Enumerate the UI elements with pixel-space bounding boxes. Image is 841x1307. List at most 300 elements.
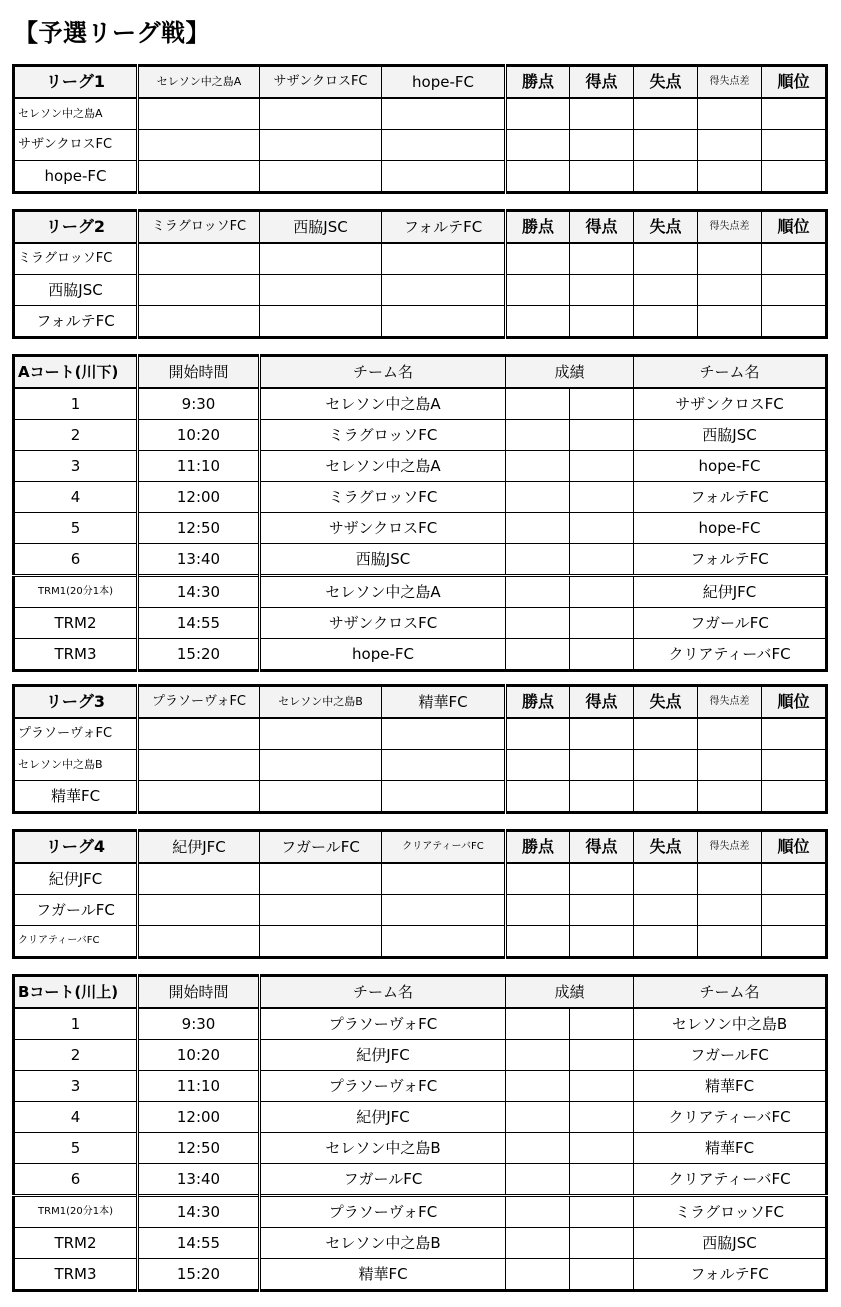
home-team: 西脇JSC: [260, 544, 506, 576]
league2-col-team: 西脇JSC: [260, 211, 382, 244]
league1-row: [14, 130, 827, 161]
cell: [698, 781, 762, 813]
match-number: TRM3: [14, 639, 138, 671]
league2-row-team: ミラグロッソFC: [14, 243, 138, 275]
away-team: サザンクロスFC: [634, 388, 827, 420]
home-team: 紀伊JFC: [260, 1040, 506, 1071]
away-score: [570, 1196, 634, 1228]
cell: [762, 161, 827, 193]
away-team: クリアティーバFC: [634, 639, 827, 671]
home-score: [506, 1071, 570, 1102]
match-number: 2: [14, 1040, 138, 1071]
cell: [260, 718, 382, 750]
away-team: フォルテFC: [634, 482, 827, 513]
match-time: 14:30: [138, 576, 260, 608]
match-time: 11:10: [138, 1071, 260, 1102]
cell: [570, 306, 634, 338]
match-row: [14, 608, 827, 639]
cell: [382, 243, 506, 275]
cell: [138, 718, 260, 750]
cell: [506, 161, 570, 193]
cell: [634, 161, 698, 193]
home-team: ミラグロッソFC: [260, 482, 506, 513]
cell: [382, 306, 506, 338]
home-score: [506, 608, 570, 639]
cell: [260, 275, 382, 306]
goal-diff-header: 得失点差: [698, 686, 762, 719]
cell: [698, 306, 762, 338]
cell: [570, 863, 634, 895]
court-b-table: [12, 974, 828, 1292]
away-team: フガールFC: [634, 1040, 827, 1071]
league4-col-team: 紀伊JFC: [138, 831, 260, 864]
cell: [382, 98, 506, 130]
goals-for-header: 得点: [570, 66, 634, 99]
away-score: [570, 513, 634, 544]
home-team: フガールFC: [260, 1164, 506, 1196]
away-score: [570, 420, 634, 451]
goals-for-header: 得点: [570, 211, 634, 244]
match-time: 15:20: [138, 1259, 260, 1291]
match-number: 5: [14, 1133, 138, 1164]
result-header: 成績: [506, 356, 634, 389]
home-score: [506, 1102, 570, 1133]
points-header: 勝点: [506, 211, 570, 244]
away-score: [570, 388, 634, 420]
cell: [260, 98, 382, 130]
away-score: [570, 1008, 634, 1040]
match-row: [14, 1259, 827, 1291]
cell: [698, 863, 762, 895]
match-time: 10:20: [138, 420, 260, 451]
away-score: [570, 639, 634, 671]
league3-row: [14, 718, 827, 750]
cell: [506, 718, 570, 750]
match-number: 5: [14, 513, 138, 544]
match-row: [14, 420, 827, 451]
cell: [634, 98, 698, 130]
cell: [570, 161, 634, 193]
away-team: hope-FC: [634, 451, 827, 482]
cell: [260, 243, 382, 275]
league1-col-team: セレソン中之島A: [138, 66, 260, 99]
start-time-header: 開始時間: [138, 976, 260, 1009]
match-number: 6: [14, 1164, 138, 1196]
cell: [762, 718, 827, 750]
match-number: 2: [14, 420, 138, 451]
away-score: [570, 451, 634, 482]
match-number: TRM1(20分1本): [14, 576, 138, 608]
cell: [138, 863, 260, 895]
match-row: [14, 576, 827, 608]
cell: [506, 750, 570, 781]
home-team: セレソン中之島A: [260, 388, 506, 420]
match-row: [14, 1228, 827, 1259]
cell: [382, 275, 506, 306]
league1-row-team: セレソン中之島A: [14, 98, 138, 130]
cell: [260, 750, 382, 781]
away-team: hope-FC: [634, 513, 827, 544]
match-time: 13:40: [138, 544, 260, 576]
league4-row: [14, 863, 827, 895]
goals-against-header: 失点: [634, 66, 698, 99]
match-number: 4: [14, 482, 138, 513]
league4-row: [14, 895, 827, 926]
league2-row-team: フォルテFC: [14, 306, 138, 338]
goal-diff-header: 得失点差: [698, 831, 762, 864]
match-time: 9:30: [138, 388, 260, 420]
match-time: 12:50: [138, 513, 260, 544]
cell: [382, 863, 506, 895]
league1-label: リーグ1: [14, 66, 138, 99]
cell: [570, 781, 634, 813]
cell: [762, 926, 827, 958]
away-team: フォルテFC: [634, 544, 827, 576]
match-row: [14, 513, 827, 544]
match-time: 14:55: [138, 1228, 260, 1259]
league3-row-team: 精華FC: [14, 781, 138, 813]
court-b-header-row: [14, 976, 827, 1009]
league2-col-team: ミラグロッソFC: [138, 211, 260, 244]
away-score: [570, 482, 634, 513]
cell: [138, 781, 260, 813]
cell: [138, 243, 260, 275]
match-row: [14, 482, 827, 513]
match-row: [14, 544, 827, 576]
league3-row-team: セレソン中之島B: [14, 750, 138, 781]
away-score: [570, 1102, 634, 1133]
rank-header: 順位: [762, 686, 827, 719]
cell: [634, 275, 698, 306]
cell: [570, 275, 634, 306]
home-team: hope-FC: [260, 639, 506, 671]
court-a-header-row: [14, 356, 827, 389]
cell: [260, 895, 382, 926]
team-name-header: チーム名: [634, 976, 827, 1009]
cell: [138, 130, 260, 161]
cell: [382, 161, 506, 193]
league1-row: [14, 161, 827, 193]
away-score: [570, 544, 634, 576]
match-time: 14:55: [138, 608, 260, 639]
cell: [634, 243, 698, 275]
home-team: ミラグロッソFC: [260, 420, 506, 451]
match-time: 11:10: [138, 451, 260, 482]
away-team: セレソン中之島B: [634, 1008, 827, 1040]
home-score: [506, 1259, 570, 1291]
cell: [762, 98, 827, 130]
cell: [634, 750, 698, 781]
cell: [762, 275, 827, 306]
match-row: [14, 1164, 827, 1196]
cell: [260, 926, 382, 958]
home-score: [506, 451, 570, 482]
points-header: 勝点: [506, 831, 570, 864]
home-team: プラソーヴォFC: [260, 1071, 506, 1102]
league2-header-row: [14, 211, 827, 244]
cell: [382, 895, 506, 926]
goals-against-header: 失点: [634, 211, 698, 244]
league1-table: [12, 64, 828, 194]
match-number: TRM1(20分1本): [14, 1196, 138, 1228]
cell: [382, 926, 506, 958]
league1-row-team: hope-FC: [14, 161, 138, 193]
league3-col-team: プラソーヴォFC: [138, 686, 260, 719]
goal-diff-header: 得失点差: [698, 211, 762, 244]
league3-table: [12, 684, 828, 814]
cell: [698, 718, 762, 750]
match-time: 13:40: [138, 1164, 260, 1196]
cell: [698, 895, 762, 926]
league1-col-team: サザンクロスFC: [260, 66, 382, 99]
league4-row-team: フガールFC: [14, 895, 138, 926]
cell: [382, 718, 506, 750]
home-team: セレソン中之島A: [260, 576, 506, 608]
home-score: [506, 482, 570, 513]
rank-header: 順位: [762, 211, 827, 244]
cell: [570, 98, 634, 130]
cell: [698, 926, 762, 958]
home-score: [506, 1228, 570, 1259]
cell: [570, 895, 634, 926]
home-team: プラソーヴォFC: [260, 1008, 506, 1040]
league3-row: [14, 781, 827, 813]
home-score: [506, 1164, 570, 1196]
cell: [138, 161, 260, 193]
home-score: [506, 544, 570, 576]
cell: [260, 306, 382, 338]
match-row: [14, 451, 827, 482]
result-header: 成績: [506, 976, 634, 1009]
match-row: [14, 1196, 827, 1228]
away-team: 精華FC: [634, 1133, 827, 1164]
cell: [634, 306, 698, 338]
league3-label: リーグ3: [14, 686, 138, 719]
cell: [634, 895, 698, 926]
league2-row: [14, 306, 827, 338]
points-header: 勝点: [506, 686, 570, 719]
cell: [382, 750, 506, 781]
away-team: 精華FC: [634, 1071, 827, 1102]
cell: [260, 130, 382, 161]
cell: [506, 926, 570, 958]
league4-header-row: [14, 831, 827, 864]
home-score: [506, 1008, 570, 1040]
cell: [762, 306, 827, 338]
cell: [762, 130, 827, 161]
league1-row: [14, 98, 827, 130]
away-team: 西脇JSC: [634, 1228, 827, 1259]
match-row: [14, 388, 827, 420]
match-row: [14, 1008, 827, 1040]
cell: [762, 243, 827, 275]
away-team: 西脇JSC: [634, 420, 827, 451]
cell: [762, 863, 827, 895]
league1-col-team: hope-FC: [382, 66, 506, 99]
cell: [138, 895, 260, 926]
cell: [698, 243, 762, 275]
cell: [698, 130, 762, 161]
goals-against-header: 失点: [634, 831, 698, 864]
league4-label: リーグ4: [14, 831, 138, 864]
match-number: TRM3: [14, 1259, 138, 1291]
away-team: クリアティーバFC: [634, 1102, 827, 1133]
cell: [382, 130, 506, 161]
cell: [634, 781, 698, 813]
home-score: [506, 1040, 570, 1071]
court-b-label: Bコート(川上): [14, 976, 138, 1009]
home-team: 紀伊JFC: [260, 1102, 506, 1133]
points-header: 勝点: [506, 66, 570, 99]
court-a-table: [12, 354, 828, 672]
away-team: クリアティーバFC: [634, 1164, 827, 1196]
cell: [506, 863, 570, 895]
league3-col-team: セレソン中之島B: [260, 686, 382, 719]
cell: [138, 98, 260, 130]
cell: [506, 781, 570, 813]
away-team: 紀伊JFC: [634, 576, 827, 608]
home-team: セレソン中之島B: [260, 1228, 506, 1259]
cell: [506, 306, 570, 338]
cell: [570, 926, 634, 958]
cell: [762, 895, 827, 926]
home-team: 精華FC: [260, 1259, 506, 1291]
league3-header-row: [14, 686, 827, 719]
start-time-header: 開始時間: [138, 356, 260, 389]
league2-label: リーグ2: [14, 211, 138, 244]
match-time: 12:50: [138, 1133, 260, 1164]
goals-for-header: 得点: [570, 686, 634, 719]
home-score: [506, 388, 570, 420]
cell: [260, 161, 382, 193]
league4-row: [14, 926, 827, 958]
cell: [698, 750, 762, 781]
league2-row-team: 西脇JSC: [14, 275, 138, 306]
cell: [570, 130, 634, 161]
league4-row-team: クリアティーバFC: [14, 926, 138, 958]
league4-row-team: 紀伊JFC: [14, 863, 138, 895]
cell: [570, 750, 634, 781]
match-number: TRM2: [14, 608, 138, 639]
match-time: 15:20: [138, 639, 260, 671]
cell: [762, 781, 827, 813]
court-a-label: Aコート(川下): [14, 356, 138, 389]
page-title: 【予選リーグ戦】: [14, 19, 210, 47]
goals-against-header: 失点: [634, 686, 698, 719]
home-team: プラソーヴォFC: [260, 1196, 506, 1228]
cell: [634, 130, 698, 161]
match-row: [14, 1133, 827, 1164]
away-score: [570, 608, 634, 639]
cell: [698, 275, 762, 306]
league3-row-team: プラソーヴォFC: [14, 718, 138, 750]
away-score: [570, 1040, 634, 1071]
home-score: [506, 576, 570, 608]
team-name-header: チーム名: [260, 356, 506, 389]
league2-row: [14, 275, 827, 306]
match-row: [14, 1071, 827, 1102]
match-number: 3: [14, 451, 138, 482]
away-score: [570, 1164, 634, 1196]
league4-col-team: クリアティーバFC: [382, 831, 506, 864]
away-score: [570, 576, 634, 608]
match-row: [14, 1102, 827, 1133]
cell: [506, 275, 570, 306]
match-number: 3: [14, 1071, 138, 1102]
league3-col-team: 精華FC: [382, 686, 506, 719]
league4-col-team: フガールFC: [260, 831, 382, 864]
league2-col-team: フォルテFC: [382, 211, 506, 244]
match-number: 1: [14, 388, 138, 420]
cell: [138, 275, 260, 306]
league2-table: [12, 209, 828, 339]
match-number: 6: [14, 544, 138, 576]
away-team: フガールFC: [634, 608, 827, 639]
cell: [506, 895, 570, 926]
away-team: フォルテFC: [634, 1259, 827, 1291]
cell: [570, 243, 634, 275]
cell: [698, 98, 762, 130]
cell: [506, 98, 570, 130]
match-time: 10:20: [138, 1040, 260, 1071]
match-time: 14:30: [138, 1196, 260, 1228]
league4-table: [12, 829, 828, 959]
rank-header: 順位: [762, 66, 827, 99]
match-time: 12:00: [138, 1102, 260, 1133]
league1-header-row: [14, 66, 827, 99]
cell: [634, 718, 698, 750]
cell: [506, 130, 570, 161]
goals-for-header: 得点: [570, 831, 634, 864]
team-name-header: チーム名: [634, 356, 827, 389]
match-number: TRM2: [14, 1228, 138, 1259]
cell: [698, 161, 762, 193]
rank-header: 順位: [762, 831, 827, 864]
league1-row-team: サザンクロスFC: [14, 130, 138, 161]
home-score: [506, 420, 570, 451]
cell: [634, 926, 698, 958]
home-score: [506, 639, 570, 671]
cell: [762, 750, 827, 781]
away-score: [570, 1071, 634, 1102]
away-score: [570, 1228, 634, 1259]
cell: [260, 863, 382, 895]
cell: [570, 718, 634, 750]
away-team: ミラグロッソFC: [634, 1196, 827, 1228]
match-row: [14, 639, 827, 671]
team-name-header: チーム名: [260, 976, 506, 1009]
cell: [260, 781, 382, 813]
away-score: [570, 1133, 634, 1164]
home-score: [506, 513, 570, 544]
home-team: サザンクロスFC: [260, 608, 506, 639]
cell: [138, 306, 260, 338]
match-number: 1: [14, 1008, 138, 1040]
cell: [138, 750, 260, 781]
home-team: セレソン中之島A: [260, 451, 506, 482]
cell: [506, 243, 570, 275]
match-number: 4: [14, 1102, 138, 1133]
match-time: 12:00: [138, 482, 260, 513]
match-time: 9:30: [138, 1008, 260, 1040]
cell: [382, 781, 506, 813]
match-row: [14, 1040, 827, 1071]
away-score: [570, 1259, 634, 1291]
goal-diff-header: 得失点差: [698, 66, 762, 99]
league2-row: [14, 243, 827, 275]
home-score: [506, 1196, 570, 1228]
cell: [634, 863, 698, 895]
